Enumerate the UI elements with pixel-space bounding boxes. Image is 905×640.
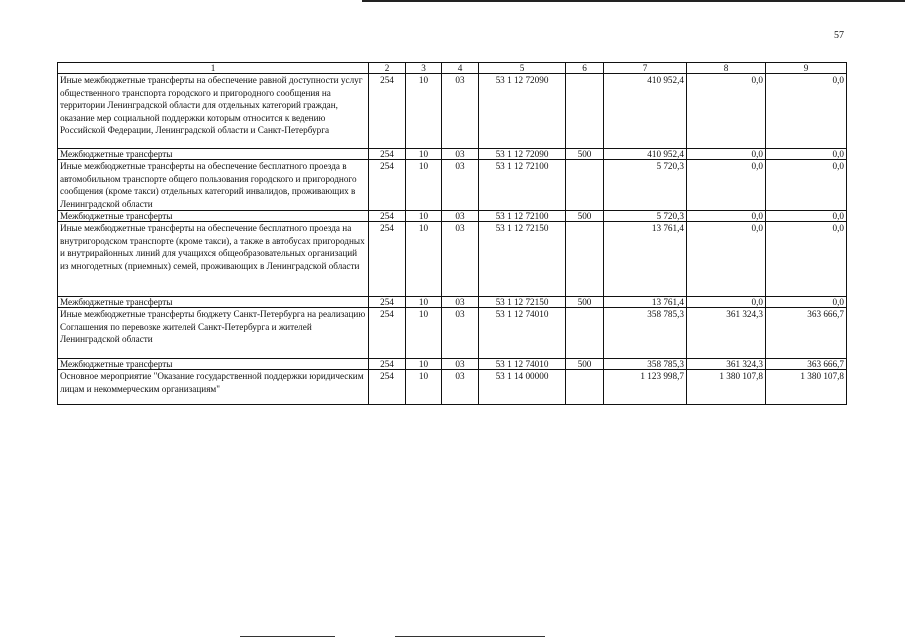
cell-amount-col9: 0,0	[766, 297, 847, 308]
budget-table	[57, 62, 847, 405]
row-description: Межбюджетные трансферты	[58, 359, 369, 370]
cell-section: 10	[406, 308, 442, 359]
scan-artifact-line	[395, 636, 545, 637]
cell-target-article: 53 1 12 72100	[479, 211, 566, 222]
cell-amount-col9: 0,0	[766, 222, 847, 297]
cell-subsection: 03	[442, 222, 479, 297]
cell-amount-col8: 0,0	[687, 211, 766, 222]
cell-amount-col9: 363 666,7	[766, 359, 847, 370]
cell-expense-type	[566, 160, 604, 211]
cell-amount-col7: 13 761,4	[604, 222, 687, 297]
row-description: Иные межбюджетные трансферты на обеспечение равной доступности услуг общественного транспорта городского и пригородного сообщения на территории Ленинградской области для отдельных категорий граждан, оказание мер социальной поддержки которым относится к ведению Российской Федерации, Ленинградской области и Санкт-Петербурга	[58, 74, 369, 149]
cell-expense-type: 500	[566, 149, 604, 160]
cell-section: 10	[406, 160, 442, 211]
col-header-3: 3	[406, 63, 442, 74]
cell-expense-type	[566, 222, 604, 297]
scan-artifact-line	[240, 636, 335, 637]
cell-amount-col7: 358 785,3	[604, 359, 687, 370]
cell-subsection: 03	[442, 359, 479, 370]
table-row	[58, 222, 847, 297]
cell-target-article: 53 1 12 72150	[479, 222, 566, 297]
top-border-line	[362, 0, 905, 2]
cell-amount-col8: 361 324,3	[687, 308, 766, 359]
cell-amount-col9: 363 666,7	[766, 308, 847, 359]
table-row	[58, 149, 847, 160]
cell-expense-type: 500	[566, 359, 604, 370]
cell-admin-code: 254	[369, 297, 406, 308]
col-header-4: 4	[442, 63, 479, 74]
cell-amount-col8: 0,0	[687, 160, 766, 211]
cell-amount-col8: 0,0	[687, 74, 766, 149]
cell-expense-type	[566, 308, 604, 359]
table-row	[58, 359, 847, 370]
table-row	[58, 211, 847, 222]
cell-amount-col9: 1 380 107,8	[766, 370, 847, 405]
cell-target-article: 53 1 12 72100	[479, 160, 566, 211]
cell-amount-col7: 13 761,4	[604, 297, 687, 308]
header-row	[58, 63, 847, 74]
cell-admin-code: 254	[369, 222, 406, 297]
table-row	[58, 308, 847, 359]
cell-section: 10	[406, 359, 442, 370]
cell-target-article: 53 1 12 74010	[479, 359, 566, 370]
cell-subsection: 03	[442, 211, 479, 222]
cell-admin-code: 254	[369, 149, 406, 160]
cell-section: 10	[406, 222, 442, 297]
row-description: Межбюджетные трансферты	[58, 211, 369, 222]
cell-admin-code: 254	[369, 160, 406, 211]
cell-target-article: 53 1 14 00000	[479, 370, 566, 405]
table-row	[58, 160, 847, 211]
cell-admin-code: 254	[369, 74, 406, 149]
cell-admin-code: 254	[369, 359, 406, 370]
cell-subsection: 03	[442, 297, 479, 308]
cell-admin-code: 254	[369, 370, 406, 405]
cell-expense-type: 500	[566, 297, 604, 308]
cell-amount-col7: 5 720,3	[604, 211, 687, 222]
row-description: Иные межбюджетные трансферты на обеспечение бесплатного проезда на внутригородском транспорте (кроме такси), а также в автобусах пригородных и внутрирайонных линий для учащихся общеобразовательных организаций из многодетных (приемных) семей, проживающих в Ленинградской области	[58, 222, 369, 297]
cell-expense-type	[566, 370, 604, 405]
cell-section: 10	[406, 370, 442, 405]
table-row	[58, 297, 847, 308]
cell-subsection: 03	[442, 160, 479, 211]
page-number: 57	[834, 30, 844, 41]
row-description: Иные межбюджетные трансферты бюджету Санкт-Петербурга на реализацию Соглашения по перевозке жителей Санкт-Петербурга и жителей Ленинградской области	[58, 308, 369, 359]
col-header-6: 6	[566, 63, 604, 74]
cell-amount-col8: 0,0	[687, 222, 766, 297]
cell-amount-col7: 5 720,3	[604, 160, 687, 211]
cell-section: 10	[406, 149, 442, 160]
cell-amount-col9: 0,0	[766, 160, 847, 211]
cell-target-article: 53 1 12 72150	[479, 297, 566, 308]
cell-target-article: 53 1 12 74010	[479, 308, 566, 359]
cell-section: 10	[406, 211, 442, 222]
row-description: Межбюджетные трансферты	[58, 149, 369, 160]
cell-amount-col9: 0,0	[766, 74, 847, 149]
cell-amount-col9: 0,0	[766, 211, 847, 222]
col-header-7: 7	[604, 63, 687, 74]
cell-section: 10	[406, 297, 442, 308]
cell-amount-col9: 0,0	[766, 149, 847, 160]
cell-subsection: 03	[442, 370, 479, 405]
cell-section: 10	[406, 74, 442, 149]
cell-target-article: 53 1 12 72090	[479, 74, 566, 149]
cell-expense-type	[566, 74, 604, 149]
cell-subsection: 03	[442, 308, 479, 359]
cell-subsection: 03	[442, 74, 479, 149]
cell-amount-col7: 410 952,4	[604, 74, 687, 149]
cell-amount-col8: 0,0	[687, 297, 766, 308]
cell-subsection: 03	[442, 149, 479, 160]
cell-amount-col8: 361 324,3	[687, 359, 766, 370]
row-description: Иные межбюджетные трансферты на обеспечение бесплатного проезда в автомобильном транспорте общего пользования городского и пригородного сообщения (кроме такси) отдельных категорий инвалидов, проживающих в Ленинградской области	[58, 160, 369, 211]
cell-amount-col7: 410 952,4	[604, 149, 687, 160]
cell-expense-type: 500	[566, 211, 604, 222]
col-header-2: 2	[369, 63, 406, 74]
col-header-8: 8	[687, 63, 766, 74]
cell-target-article: 53 1 12 72090	[479, 149, 566, 160]
row-description: Основное мероприятие "Оказание государственной поддержки юридическим лицам и некоммерческим организациям"	[58, 370, 369, 405]
cell-admin-code: 254	[369, 308, 406, 359]
col-header-1: 1	[58, 63, 369, 74]
table-row	[58, 74, 847, 149]
cell-amount-col7: 358 785,3	[604, 308, 687, 359]
cell-amount-col8: 1 380 107,8	[687, 370, 766, 405]
cell-amount-col7: 1 123 998,7	[604, 370, 687, 405]
cell-amount-col8: 0,0	[687, 149, 766, 160]
table-row	[58, 370, 847, 405]
row-description: Межбюджетные трансферты	[58, 297, 369, 308]
cell-admin-code: 254	[369, 211, 406, 222]
col-header-5: 5	[479, 63, 566, 74]
col-header-9: 9	[766, 63, 847, 74]
